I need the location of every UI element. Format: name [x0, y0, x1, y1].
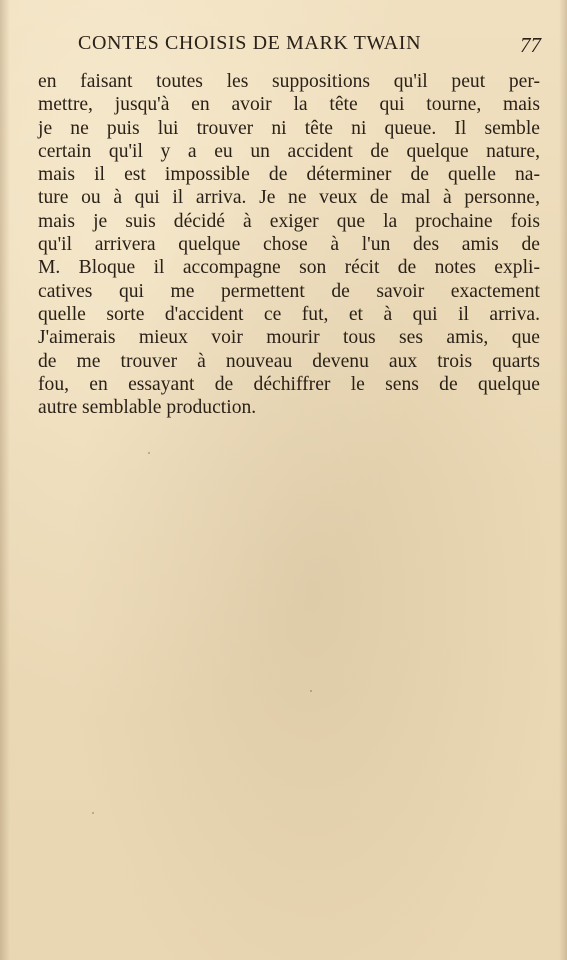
running-title: CONTES CHOISIS DE MARK TWAIN	[78, 32, 422, 54]
text-line: mais je suis décidé à exiger que la prochaine fois	[38, 210, 540, 232]
text-line: autre semblable production.	[38, 397, 257, 419]
page-number: 77	[520, 33, 541, 57]
text-line: fou, en essayant de déchiffrer le sens de quelque	[38, 373, 540, 395]
page-edge-shadow-left	[0, 0, 10, 960]
body-text	[38, 70, 540, 419]
text-line: quelle sorte d'accident ce fut, et à qui il arriva.	[38, 303, 540, 325]
text-line: je ne puis lui trouver ni tête ni queue. Il semble	[38, 117, 540, 139]
text-line: mettre, jusqu'à en avoir la tête qui tourne, mais	[38, 94, 540, 116]
text-line: certain qu'il y a eu un accident de quelque nature,	[38, 140, 540, 162]
paper-speck	[92, 812, 94, 814]
page-edge-shadow-right	[559, 0, 567, 960]
text-line: mais il est impossible de déterminer de quelle na-	[38, 164, 540, 186]
text-line: catives qui me permettent de savoir exactement	[38, 280, 540, 302]
text-line: en faisant toutes les suppositions qu'il peut per-	[38, 71, 540, 92]
text-line: J'aimerais mieux voir mourir tous ses amis, que	[38, 327, 540, 349]
paper-speck	[148, 452, 150, 454]
text-line: qu'il arrivera quelque chose à l'un des amis de	[38, 234, 540, 256]
text-line: ture ou à qui il arriva. Je ne veux de mal à personne,	[38, 187, 540, 209]
text-line: de me trouver à nouveau devenu aux trois quarts	[38, 350, 540, 372]
paper-speck	[310, 690, 312, 692]
text-line: M. Bloque il accompagne son récit de notes expli-	[38, 257, 540, 279]
